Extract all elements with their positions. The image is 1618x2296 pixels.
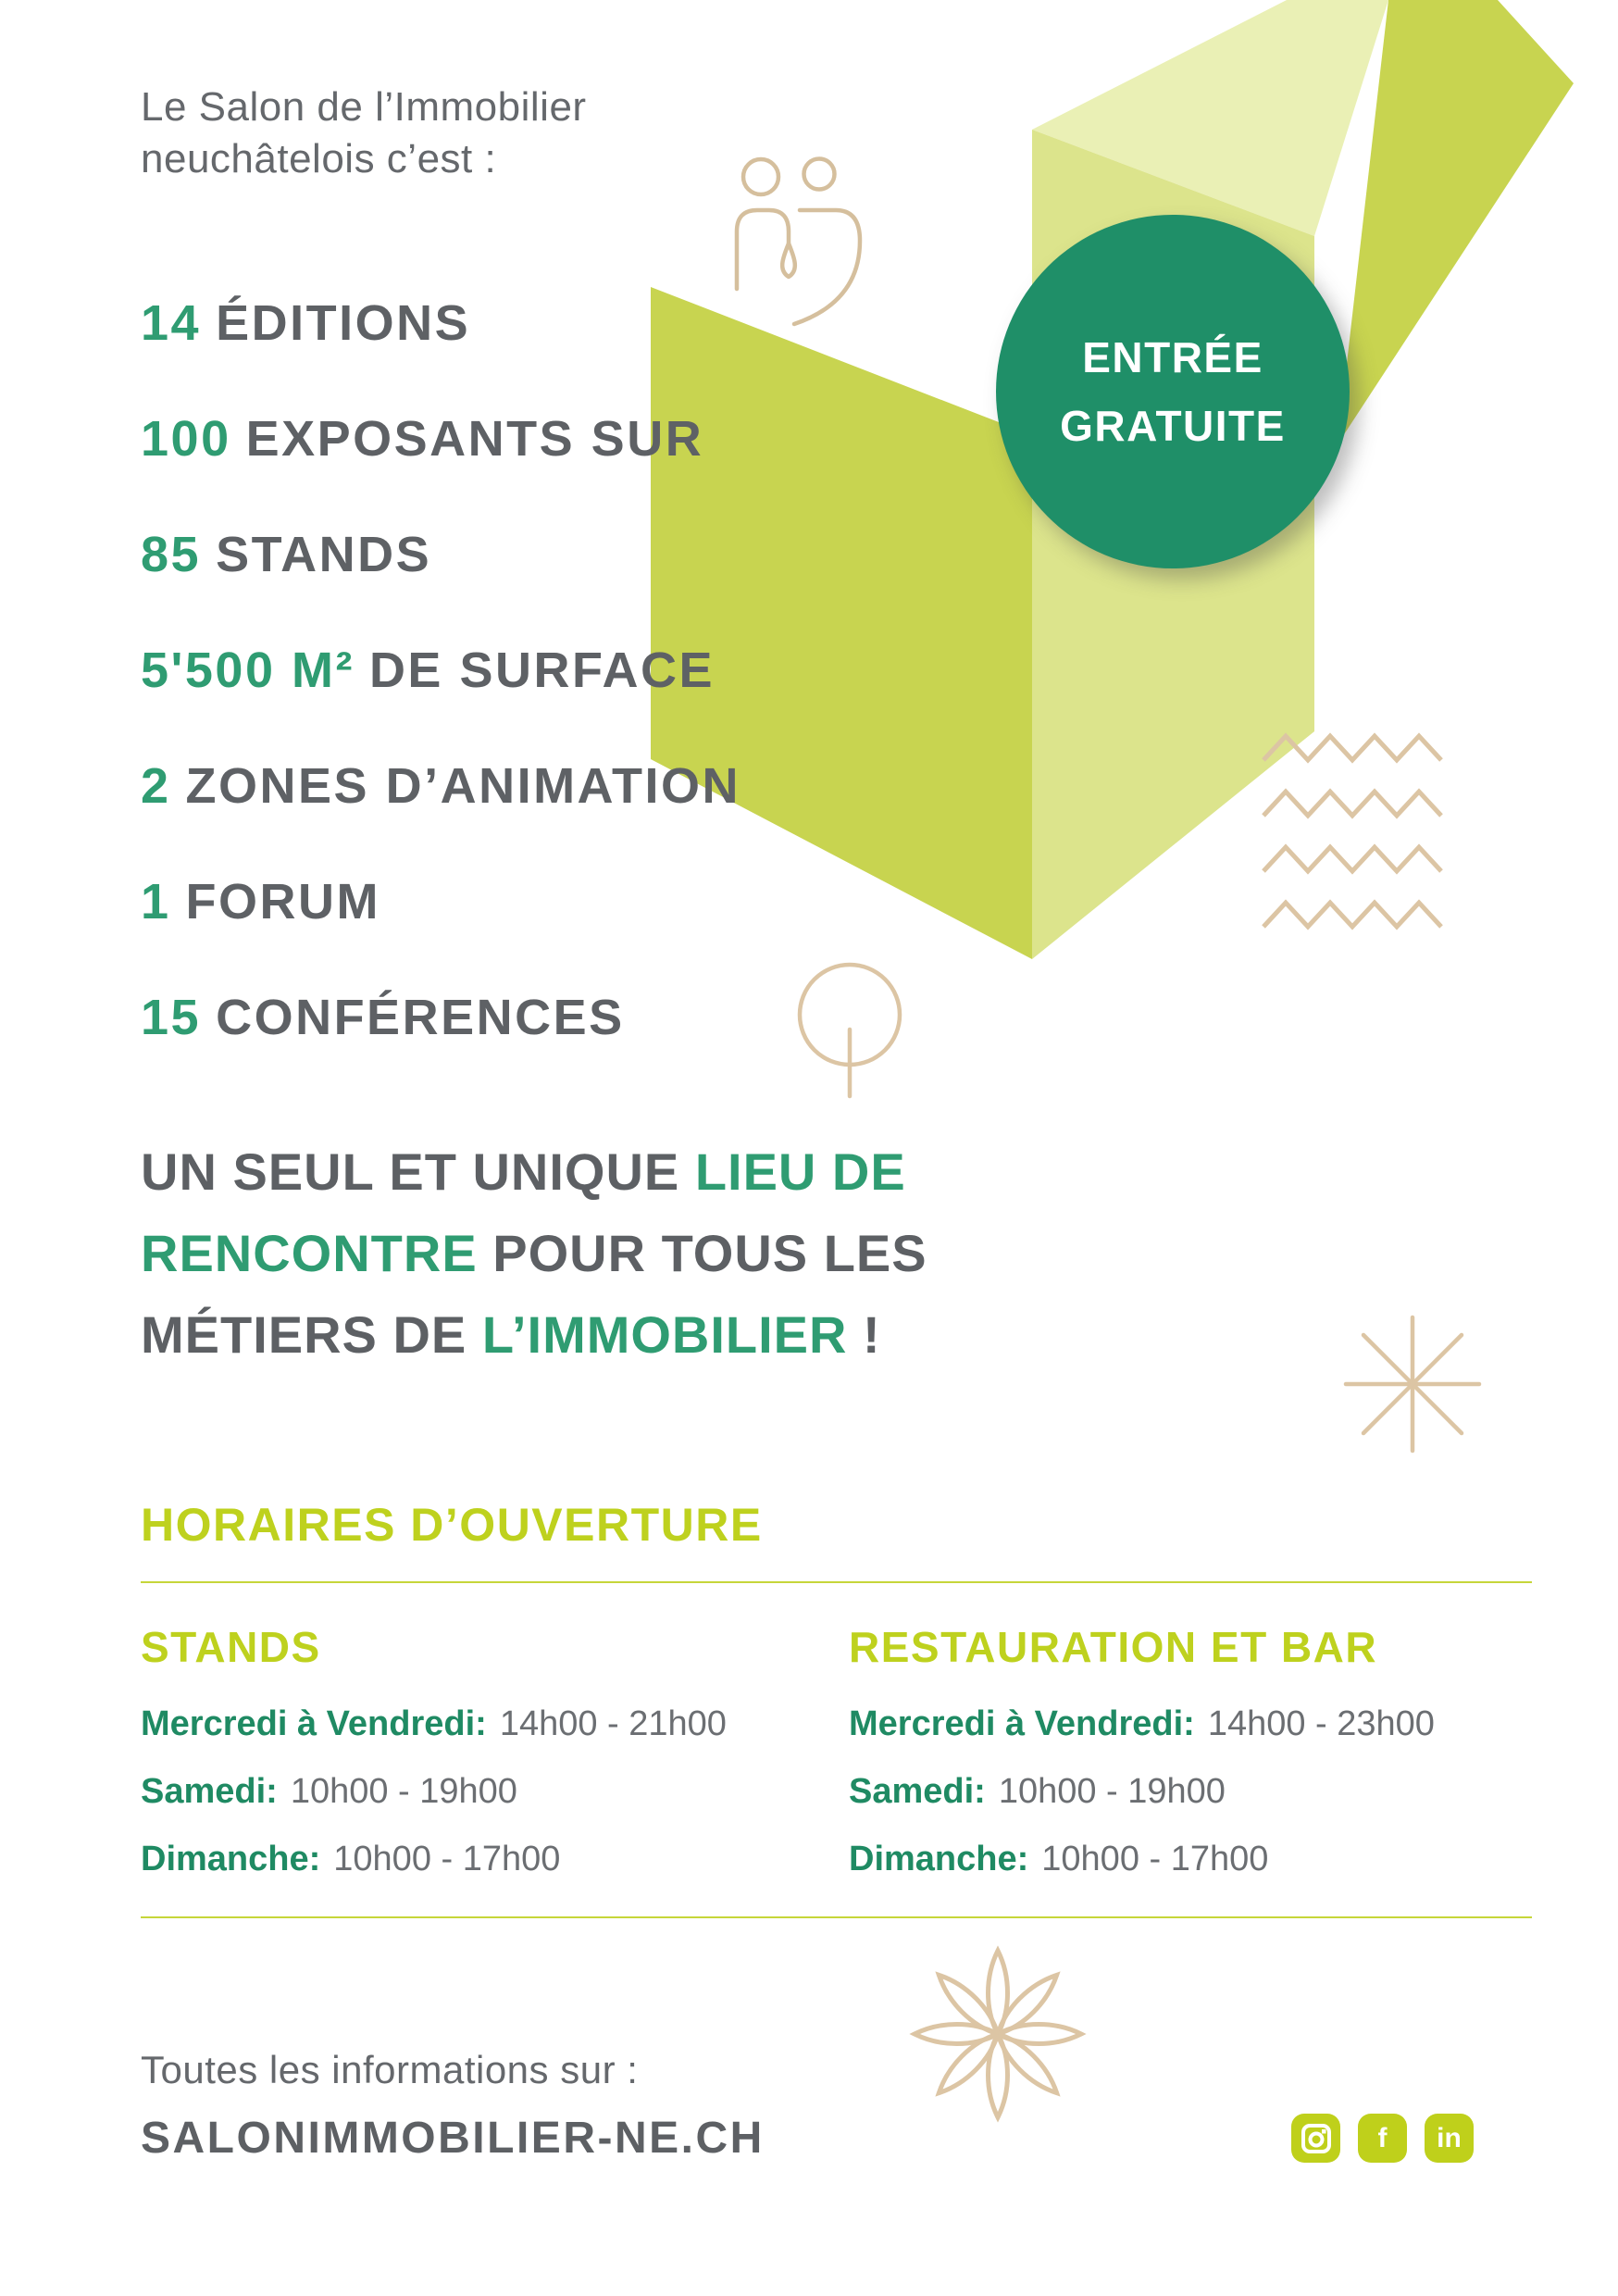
headline-line2 xyxy=(141,1213,927,1294)
social-links xyxy=(1291,2114,1474,2163)
schedule-row xyxy=(141,1841,826,1878)
intro-line1: Le Salon de l’Immobilier xyxy=(141,84,587,130)
headline-teal: RENCONTRE xyxy=(141,1224,478,1282)
stat-number: 1 xyxy=(141,874,171,930)
badge-line2: GRATUITE xyxy=(1060,402,1286,450)
stat-item xyxy=(141,642,741,757)
stat-label: STANDS xyxy=(216,527,432,582)
stat-label: ÉDITIONS xyxy=(216,295,471,351)
star-icon xyxy=(1346,1317,1479,1451)
schedule-day-label: Mercredi à Vendredi: xyxy=(849,1704,1195,1743)
schedule-time-value: 10h00 - 19h00 xyxy=(998,1772,1226,1811)
intro-line2: neuchâtelois c’est : xyxy=(141,136,497,181)
linkedin-glyph: in xyxy=(1437,2122,1462,2153)
schedule-row xyxy=(141,1705,826,1742)
schedule-time-value: 14h00 - 23h00 xyxy=(1207,1704,1435,1743)
flower-icon xyxy=(915,1951,1081,2117)
schedule-time-value: 14h00 - 21h00 xyxy=(499,1704,727,1743)
schedule-day-label: Dimanche: xyxy=(141,1840,321,1878)
linkedin-icon[interactable] xyxy=(1425,2114,1474,2163)
schedule-time-value: 10h00 - 17h00 xyxy=(1041,1840,1269,1878)
headline-gray: UN SEUL ET UNIQUE xyxy=(141,1142,695,1201)
headline-teal: LIEU DE xyxy=(694,1142,906,1201)
intro-text xyxy=(141,81,587,185)
stat-number: 100 xyxy=(141,411,231,467)
stat-number: 2 xyxy=(141,758,171,814)
headline-line1 xyxy=(141,1131,927,1213)
schedule-row xyxy=(849,1705,1534,1742)
schedule-row xyxy=(849,1773,1534,1810)
schedule-day-label: Mercredi à Vendredi: xyxy=(141,1704,487,1743)
stat-item xyxy=(141,410,741,526)
badge-line1: ENTRÉE xyxy=(1082,333,1263,381)
couple-icon xyxy=(737,159,860,325)
instagram-icon[interactable] xyxy=(1291,2114,1340,2163)
footer-info-text: Toutes les informations sur : xyxy=(141,2048,639,2091)
column-title: STANDS xyxy=(141,1623,321,1671)
headline-gray: MÉTIERS DE xyxy=(141,1305,482,1364)
facebook-glyph: f xyxy=(1377,2122,1388,2153)
stat-label: ZONES D’ANIMATION xyxy=(185,758,741,814)
stat-number: 14 xyxy=(141,295,202,351)
column-title: RESTAURATION ET BAR xyxy=(849,1623,1378,1671)
divider-line xyxy=(141,1916,1532,1918)
stat-item xyxy=(141,294,741,410)
schedule-day-label: Dimanche: xyxy=(849,1840,1029,1878)
stat-label: CONFÉRENCES xyxy=(216,990,625,1045)
schedule-row xyxy=(141,1773,826,1810)
hours-section-title: HORAIRES D’OUVERTURE xyxy=(141,1499,763,1551)
stat-item xyxy=(141,989,741,1104)
schedule-time-value: 10h00 - 17h00 xyxy=(333,1840,561,1878)
zigzag-lines-decoration xyxy=(1263,736,1441,927)
stat-number: 15 xyxy=(141,990,202,1045)
stat-label: FORUM xyxy=(185,874,381,930)
headline-line3 xyxy=(141,1294,927,1376)
divider-line xyxy=(141,1581,1532,1583)
stat-item xyxy=(141,873,741,989)
stat-item xyxy=(141,526,741,642)
stat-label: DE SURFACE xyxy=(368,643,715,698)
website-url[interactable]: SALONIMMOBILIER-NE.CH xyxy=(141,2114,765,2163)
stat-item xyxy=(141,757,741,873)
schedule-day-label: Samedi: xyxy=(141,1772,278,1811)
facebook-icon[interactable] xyxy=(1358,2114,1407,2163)
stat-label: EXPOSANTS SUR xyxy=(245,411,704,467)
schedule-day-label: Samedi: xyxy=(849,1772,986,1811)
stat-number: 85 xyxy=(141,527,202,582)
free-entry-badge xyxy=(996,215,1350,568)
headline xyxy=(141,1131,927,1376)
headline-gray: ! xyxy=(847,1305,881,1364)
stats-list xyxy=(141,294,741,1104)
hours-column-stands xyxy=(141,1622,826,1908)
hours-column-restauration xyxy=(849,1622,1534,1908)
headline-gray: POUR TOUS LES xyxy=(477,1224,927,1282)
instagram-glyph xyxy=(1301,2123,1332,2154)
schedule-row xyxy=(849,1841,1534,1878)
schedule-time-value: 10h00 - 19h00 xyxy=(290,1772,517,1811)
stat-number: 5'500 M² xyxy=(141,643,355,698)
headline-teal: L’IMMOBILIER xyxy=(481,1305,848,1364)
tree-icon xyxy=(800,965,900,1096)
